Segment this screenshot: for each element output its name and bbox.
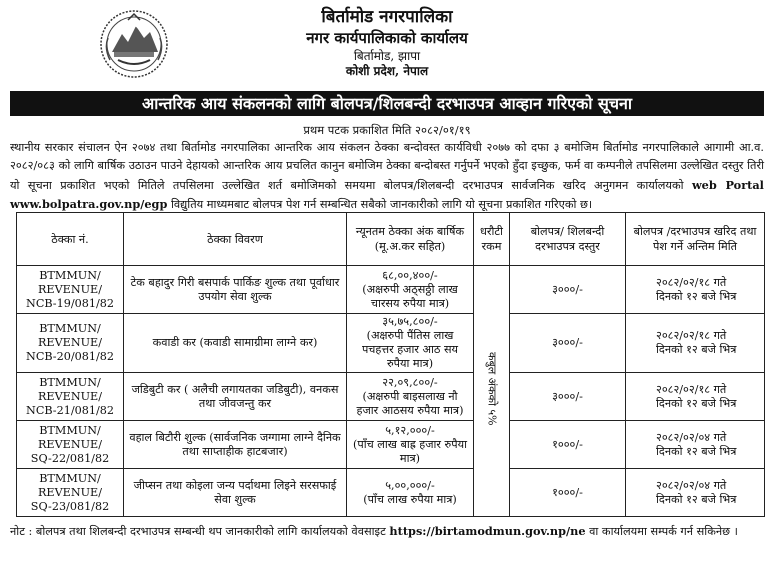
website-link[interactable]: https://birtamodmun.gov.np/ne: [389, 524, 586, 538]
last-date-cell: २०८२/०२/०४ गते दिनको १२ बजे भित्र: [626, 421, 765, 469]
table-row: [17, 421, 765, 469]
header-last-date: बोलपत्र /दरभाउपत्र खरिद तथा पेश गर्ने अन्तिम मिति: [626, 213, 765, 266]
fee-cell: ३०००/-: [510, 266, 626, 314]
table-row: [17, 469, 765, 517]
notice-paragraph: [10, 139, 764, 215]
contract-no-cell: BTMMUN/ REVENUE/ SQ-22/081/82: [17, 421, 124, 469]
amount-cell: ५,१२,०००/- (पाँच लाख बाह्र हजार रुपैया मात्र): [347, 421, 474, 469]
description-cell: वहाल बिटौरी शुल्क (सार्वजनिक जग्गामा लाग्ने दैनिक तथा साप्ताहीक हाटबजार): [124, 421, 347, 469]
office-address: बिर्तामोड, झापा: [353, 49, 421, 63]
table-header-row: [17, 213, 765, 266]
description-cell: जडिबुटी कर ( अलैची लगायतका जडिबुटी), वनकस तथा जीवजन्तु कर: [124, 373, 347, 421]
notice-title-banner: आन्तरिक आय संकलनको लागि बोलपत्र/शिलबन्दी दरभाउपत्र आव्हान गरिएको सूचना: [10, 91, 764, 116]
description-cell: जीप्सन तथा कोइला जन्य पर्दाथमा लिइने सरसफाई सेवा शुल्क: [124, 469, 347, 517]
paragraph-text-1: स्थानीय सरकार संचालन ऐन २०७४ तथा बिर्तामोड नगरपालिका आन्तरिक आय संकलन ठेक्का बन्दोवस्त कार्यविधी २०७७ को दफा ३ बमोजिम बिर्तामोड नगरपालिकाले आगामी आ.व. २०८२/०८३ को लागि बार्षिक उठाउन पाउने देहायको आन्तरिक आय प्रचलित कानुन बमोजिम ठेक्का बन्दोबस्त गर्नुपर्ने भएको हुँदा इच्छुक, फर्म वा कम्पनीले तपसिलमा उल्लेखित दस्तुर तिरी यो सूचना प्रकाशित भएको मितिले तपसिलमा उल्लेखित शर्त बमोजिमको समयमा बोलपत्र/शिलबन्दी दरभाउपत्र सार्वजनिक खरिद अनुगमन कार्यालयको: [10, 141, 764, 192]
header-contract-no: ठेक्का नं.: [17, 213, 124, 266]
last-date-cell: २०८२/०२/१८ गते दिनको १२ बजे भित्र: [626, 373, 765, 421]
amount-cell: ५,००,०००/- (पाँच लाख रुपैया मात्र): [347, 469, 474, 517]
table-row: [17, 266, 765, 314]
amount-cell: २२,०९,८००/- (अक्षरुपी बाइसलाख नौ हजार आठसय रुपैया मात्र): [347, 373, 474, 421]
municipality-name: बिर्तामोड नगरपालिका: [321, 7, 453, 27]
egp-portal-link: web Portal www.bolpatra.gov.np/egp: [10, 177, 764, 212]
contract-no-cell: BTMMUN/ REVENUE/ SQ-23/081/82: [17, 469, 124, 517]
description-cell: टेक बहादुर गिरी बसपार्क पार्किङ शुल्क तथा पूर्वाधार उपयोग सेवा शुल्क: [124, 266, 347, 314]
note-text-1: नोट : बोलपत्र तथा शिलबन्दी दरभाउपत्र सम्बन्धी थप जानकारीको लागि कार्यालयको वेवसाइट: [10, 525, 390, 538]
deposit-text: कबुल अंकको ५%: [485, 352, 499, 426]
header-deposit: धरौटी रकम: [474, 213, 510, 266]
table-row: [17, 373, 765, 421]
fee-cell: ३०००/-: [510, 373, 626, 421]
fee-cell: ३०००/-: [510, 314, 626, 373]
table-row: [17, 314, 765, 373]
contract-table: [16, 212, 765, 517]
deposit-cell: [474, 266, 510, 517]
header-minimum-amount: न्यूनतम ठेक्का अंक बार्षिक (मू.अ.कर सहित): [347, 213, 474, 266]
last-date-cell: २०८२/०२/१८ गते दिनको १२ बजे भित्र: [626, 266, 765, 314]
contract-no-cell: BTMMUN/ REVENUE/ NCB-20/081/82: [17, 314, 124, 373]
last-date-cell: २०८२/०२/०४ गते दिनको १२ बजे भित्र: [626, 469, 765, 517]
header-contract-description: ठेक्का विवरण: [124, 213, 347, 266]
amount-cell: ३५,७५,८००/- (अक्षरुपी पैंतिस लाख पचहत्तर हजार आठ सय रुपैया मात्र): [347, 314, 474, 373]
fee-cell: १०००/-: [510, 469, 626, 517]
amount-cell: ६८,००,४००/- (अक्षरुपी अठ्सठ्ठी लाख चारसय रुपैया मात्र): [347, 266, 474, 314]
paragraph-text-2: विद्युतिय माध्यमबाट बोलपत्र पेश गर्न सम्बन्धित सबैको जानकारीको लागि यो सूचना प्रकाशित गरिएको छ।: [167, 198, 593, 212]
publication-date: प्रथम पटक प्रकाशित मिति २०८२/०१/१९: [303, 123, 471, 137]
contract-no-cell: BTMMUN/ REVENUE/ NCB-21/081/82: [17, 373, 124, 421]
note-text-2: वा कार्यालयमा सम्पर्क गर्न सकिनेछ ।: [585, 525, 738, 538]
province-name: कोशी प्रदेश, नेपाल: [345, 64, 429, 78]
description-cell: कवाडी कर (कवाडी सामाग्रीमा लाग्ने कर): [124, 314, 347, 373]
header-bid-fee: बोलपत्र/ शिलबन्दी दरभाउपत्र दस्तुर: [510, 213, 626, 266]
footer-note: [10, 522, 764, 541]
contract-no-cell: BTMMUN/ REVENUE/ NCB-19/081/82: [17, 266, 124, 314]
last-date-cell: २०८२/०२/१८ गते दिनको १२ बजे भित्र: [626, 314, 765, 373]
letterhead: [0, 0, 774, 88]
office-name: नगर कार्यपालिकाको कार्यालय: [306, 29, 468, 47]
fee-cell: १०००/-: [510, 421, 626, 469]
